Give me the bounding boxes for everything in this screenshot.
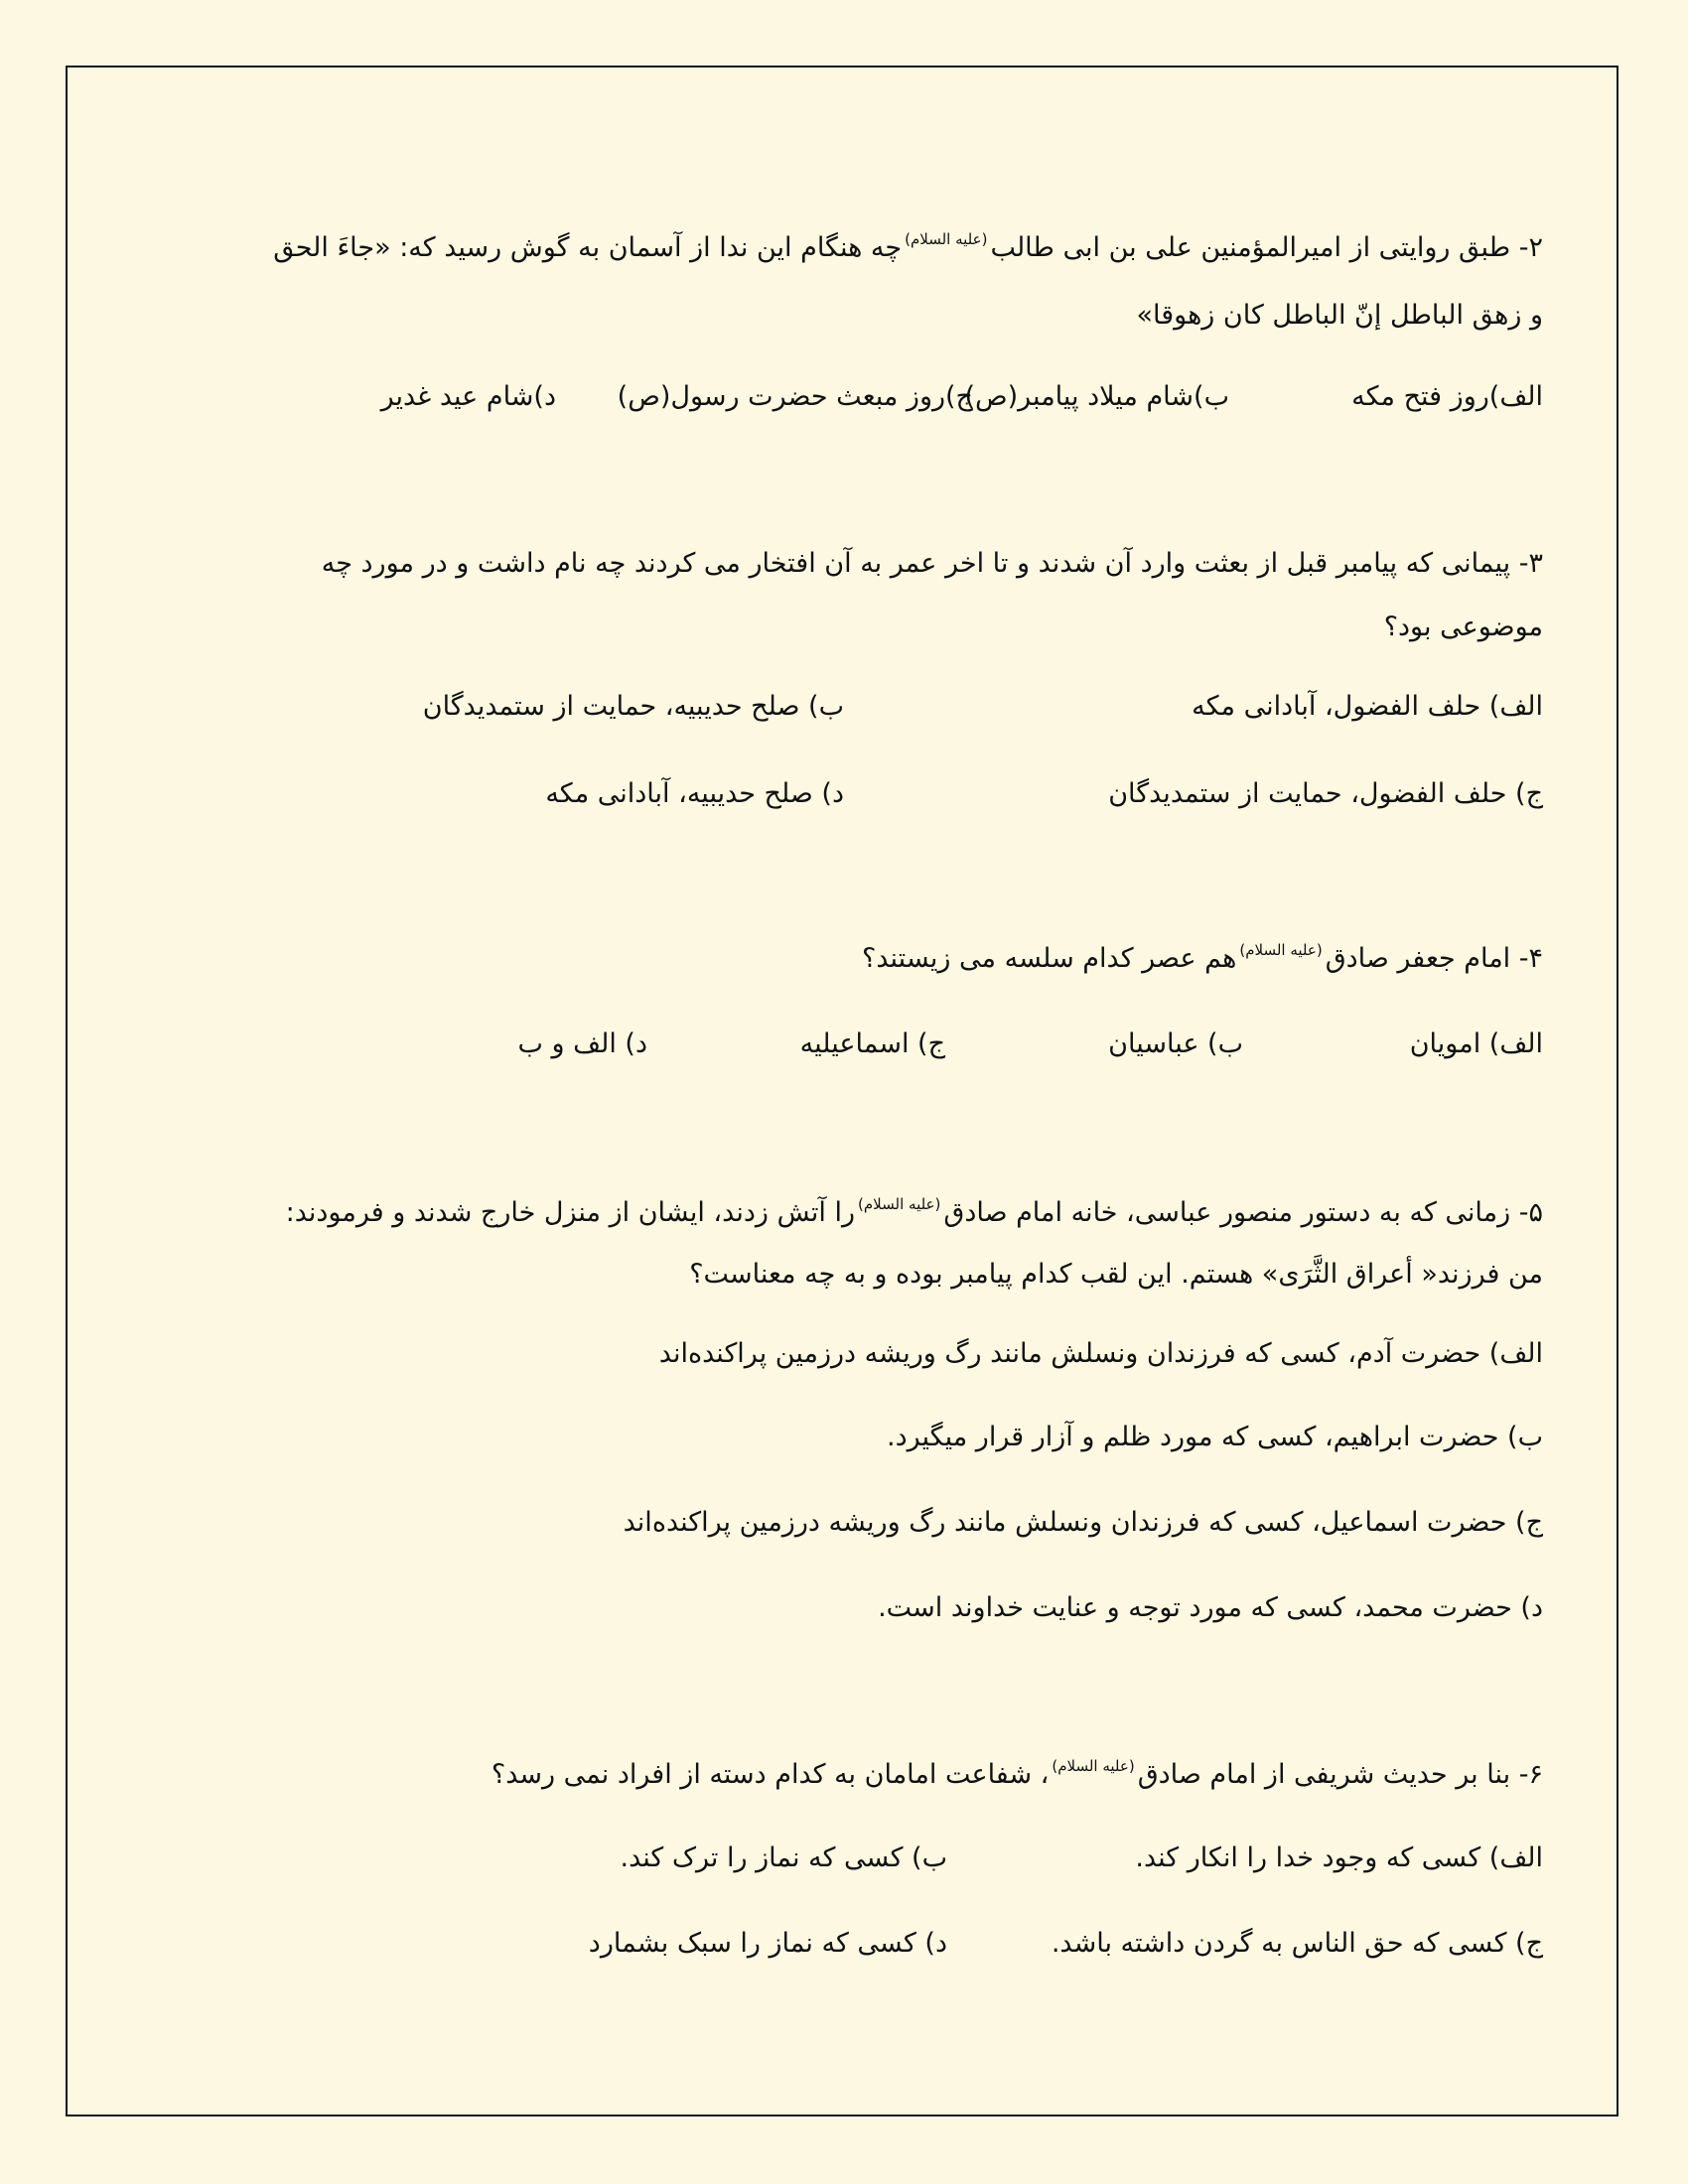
q5-option-d: د) حضرت محمد، کسی که مورد توجه و عنایت خداوند است. [878,1592,1543,1623]
q5-option-b: ب) حضرت ابراهیم، کسی که مورد ظلم و آزار قرار میگیرد. [887,1422,1543,1452]
q3-option-d: د) صلح حدیبیه، آبادانی مکه [545,778,844,809]
page-border [66,66,1618,2116]
q6-line-1 [492,1755,1543,1798]
q6-option-a: الف) کسی که وجود خدا را انکار کند. [1135,1843,1543,1873]
q4-option-b: ب) عباسیان [1108,1028,1243,1059]
q2-text-b: چه هنگام این ندا از آسمان به گوش رسید که: «جاءَ الحق [273,232,903,263]
q2-option-d: د)شام عید غدیر [380,381,556,412]
q6-option-c: ج) کسی که حق الناس به گردن داشته باشد. [1051,1928,1543,1959]
q2-line-2: و زهق الباطل إنّ الباطل کان زهوقا» [1136,300,1543,331]
q2-option-a: الف)روز فتح مکه [1351,381,1543,412]
q3-option-a: الف) حلف الفضول، آبادانی مکه [1192,691,1543,722]
q4-option-c: ج) اسماعیلیه [799,1028,945,1059]
q5-text-a: ۵- زمانی که به دستور منصور عباسی، خانه امام صادق [943,1197,1543,1228]
q5-line-1 [286,1193,1543,1236]
q5-option-c: ج) حضرت اسماعیل، کسی که فرزندان ونسلش مانند رگ وریشه درزمین پراکنده‌اند [623,1507,1543,1538]
q3-line-1: ۳- پیمانی که پیامبر قبل از بعثت وارد آن شدند و تا اخر عمر به آن افتخار می کردند چه نام داشت و در مورد چه [321,548,1543,579]
q2-option-b: ب)شام میلاد پیامبر(ص) [964,381,1229,412]
q2-option-c: ج)روز مبعث حضرت رسول(ص) [617,381,973,412]
q6-honorific: (علیه السلام) [1052,1757,1135,1775]
q2-honorific: (علیه السلام) [905,230,988,248]
q2-line-1 [273,228,1543,271]
q5-honorific: (علیه السلام) [858,1195,941,1213]
q6-option-b: ب) کسی که نماز را ترک کند. [620,1843,947,1873]
q3-option-b: ب) صلح حدیبیه، حمایت از ستمدیدگان [422,691,844,722]
q4-line-1 [862,939,1543,982]
q5-option-a: الف) حضرت آدم، کسی که فرزندان ونسلش مانند رگ وریشه درزمین پراکنده‌اند [658,1338,1543,1369]
q3-option-c: ج) حلف الفضول، حمایت از ستمدیدگان [1108,778,1543,809]
q6-option-d: د) کسی که نماز را سبک بشمارد [588,1928,947,1959]
q4-text-b: هم عصر کدام سلسه می زیستند؟ [862,943,1237,974]
q5-line-2: من فرزند« أعراق الثَّرَی» هستم. این لقب کدام پیامبر بوده و به چه معناست؟ [689,1259,1543,1290]
q4-text-a: ۴- امام جعفر صادق [1325,943,1543,974]
q5-text-b: را آتش زدند، ایشان از منزل خارج شدند و فرمودند: [285,1197,856,1228]
q4-honorific: (علیه السلام) [1239,941,1323,959]
q2-text-a: ۲- طبق روایتی از امیرالمؤمنین علی بن ابی طالب [990,232,1543,263]
q3-line-2: موضوعی بود؟ [1383,612,1543,642]
q6-text-b: ، شفاعت امامان به کدام دسته از افراد نمی رسد؟ [491,1759,1050,1790]
q6-text-a: ۶- بنا بر حدیث شریفی از امام صادق [1137,1759,1543,1790]
q4-option-a: الف) امویان [1409,1028,1543,1059]
q4-option-d: د) الف و ب [517,1028,647,1059]
